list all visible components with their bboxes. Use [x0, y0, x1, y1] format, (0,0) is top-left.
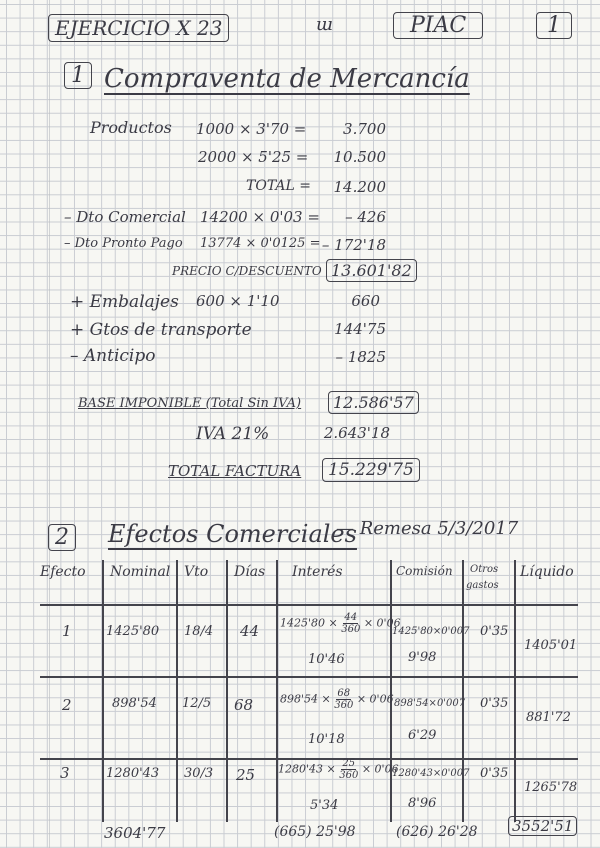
row2-interes-fraction [334, 688, 353, 711]
row3-interes-fraction [339, 758, 358, 781]
row1-fraction-num: 44 [344, 612, 358, 623]
row3-interes-result: 5'34 [310, 798, 339, 813]
table-col-rule [226, 560, 228, 822]
transporte-label: + Gtos de transporte [70, 320, 252, 340]
section2-number: 2 [48, 524, 76, 551]
products-label: Productos [90, 118, 172, 137]
row3-fraction-num: 25 [342, 758, 356, 769]
product-line1-value: 3.700 [343, 120, 386, 138]
table-header-rule [40, 604, 578, 606]
row1-comision-calc: 1425'80×0'007 [392, 626, 470, 637]
base-imponible-label: BASE IMPONIBLE (Total Sin IVA) [78, 396, 302, 411]
row3-liquido: 1265'78 [524, 780, 578, 795]
row2-comision-calc: 898'54×0'007 [394, 698, 466, 709]
dto-pronto-pago-value: – 172'18 [321, 236, 386, 254]
row1-otros: 0'35 [480, 624, 509, 639]
header-interes: Interés [292, 564, 343, 580]
header-nominal: Nominal [110, 564, 171, 580]
row1-liquido: 1405'01 [524, 638, 578, 653]
row2-dias: 68 [234, 696, 254, 714]
transporte-value: 144'75 [334, 320, 386, 338]
row3-otros: 0'35 [480, 766, 509, 781]
product-line2-calc: 2000 × 5'25 = [198, 148, 309, 166]
total-factura-label: TOTAL FACTURA [168, 462, 302, 480]
row2-fraction-num: 68 [337, 688, 351, 699]
row3-interes-post: × 0'06 [361, 762, 399, 776]
header-liquido: Líquido [520, 564, 574, 580]
row3-vto: 30/3 [184, 766, 214, 781]
section1-title: Compraventa de Mercancía [104, 64, 470, 94]
anticipo-value: – 1825 [335, 348, 386, 366]
row3-efecto: 3 [60, 764, 70, 782]
product-line1-calc: 1000 × 3'70 = [196, 120, 307, 138]
row1-vto: 18/4 [184, 624, 214, 639]
row3-dias: 25 [236, 766, 256, 784]
total-interes: (665) 25'98 [274, 824, 356, 840]
dto-pronto-pago-calc: 13774 × 0'0125 = [200, 236, 321, 251]
header-otros-gastos: gastos [466, 580, 499, 591]
row3-interes-calc [278, 758, 399, 781]
row2-interes-result: 10'18 [308, 732, 345, 747]
table-row-rule [40, 676, 578, 678]
efectos-table [40, 560, 578, 822]
row2-interes-post: × 0'06 [356, 692, 394, 706]
page-number-box: 1 [536, 12, 572, 39]
row3-comision-calc: 1280'43×0'007 [392, 768, 470, 779]
row2-efecto: 2 [62, 696, 72, 714]
row1-interes-calc [280, 612, 401, 635]
row3-comision-result: 8'96 [408, 796, 437, 811]
row2-otros: 0'35 [480, 696, 509, 711]
row1-fraction-den: 360 [341, 624, 361, 635]
row2-interes-calc [280, 688, 394, 711]
total-label: TOTAL = [246, 178, 311, 194]
exercise-title: EJERCICIO X 23 [48, 14, 229, 42]
header-otros: Otros [470, 564, 499, 575]
section2-title: Efectos Comerciales [108, 520, 357, 548]
row2-vto: 12/5 [182, 696, 212, 711]
product-line2-value: 10.500 [333, 148, 386, 166]
table-col-rule [514, 560, 516, 822]
row1-comision-result: 9'98 [408, 650, 437, 665]
total-factura-value: 15.229'75 [322, 458, 420, 482]
row3-fraction-den: 360 [339, 770, 359, 781]
dto-comercial-label: – Dto Comercial [64, 208, 186, 226]
base-imponible-value: 12.586'57 [328, 391, 419, 414]
row3-interes-pre: 1280'43 × [278, 762, 336, 776]
total-nominal: 3604'77 [104, 824, 166, 842]
header-vto: Vto [184, 564, 209, 580]
row2-comision-result: 6'29 [408, 728, 437, 743]
anticipo-label: – Anticipo [70, 346, 156, 366]
table-col-rule [102, 560, 104, 822]
header-efecto: Efecto [40, 564, 86, 580]
table-col-rule [462, 560, 464, 822]
dto-comercial-calc: 14200 × 0'03 = [200, 208, 320, 226]
header-dias: Días [234, 564, 266, 580]
row2-liquido: 881'72 [526, 710, 571, 725]
row3-nominal: 1280'43 [106, 766, 160, 781]
total-comision: (626) 26'28 [396, 824, 478, 840]
precio-descuento-value: 13.601'82 [326, 259, 417, 282]
embalajes-value: 660 [351, 292, 380, 310]
row1-interes-fraction [341, 612, 360, 635]
dto-comercial-value: – 426 [345, 208, 386, 226]
table-col-rule [176, 560, 178, 822]
header-mark: ɯ [316, 14, 334, 35]
dto-pronto-pago-label: – Dto Pronto Pago [64, 236, 183, 251]
row1-interes-pre: 1425'80 × [280, 616, 338, 630]
remesa-subtitle: — Remesa 5/3/2017 [336, 518, 519, 539]
row2-nominal: 898'54 [112, 696, 157, 711]
row2-fraction-den: 360 [334, 700, 354, 711]
total-liquido: 3552'51 [508, 816, 577, 836]
table-col-rule [276, 560, 278, 822]
row1-interes-post: × 0'06 [363, 616, 401, 630]
row1-nominal: 1425'80 [106, 624, 160, 639]
row1-efecto: 1 [62, 622, 72, 640]
subject-box: PIAC [393, 12, 483, 39]
header-comision: Comisión [396, 564, 453, 578]
precio-descuento-label: PRECIO C/DESCUENTO [172, 264, 322, 278]
row1-interes-result: 10'46 [308, 652, 345, 667]
iva-label: IVA 21% [196, 424, 270, 444]
section1-number: 1 [64, 62, 92, 89]
embalajes-label: + Embalajes [70, 292, 179, 312]
row1-dias: 44 [240, 622, 260, 640]
embalajes-calc: 600 × 1'10 [196, 292, 280, 310]
iva-value: 2.643'18 [323, 424, 390, 442]
row2-interes-pre: 898'54 × [280, 692, 331, 706]
total-value: 14.200 [333, 178, 386, 196]
